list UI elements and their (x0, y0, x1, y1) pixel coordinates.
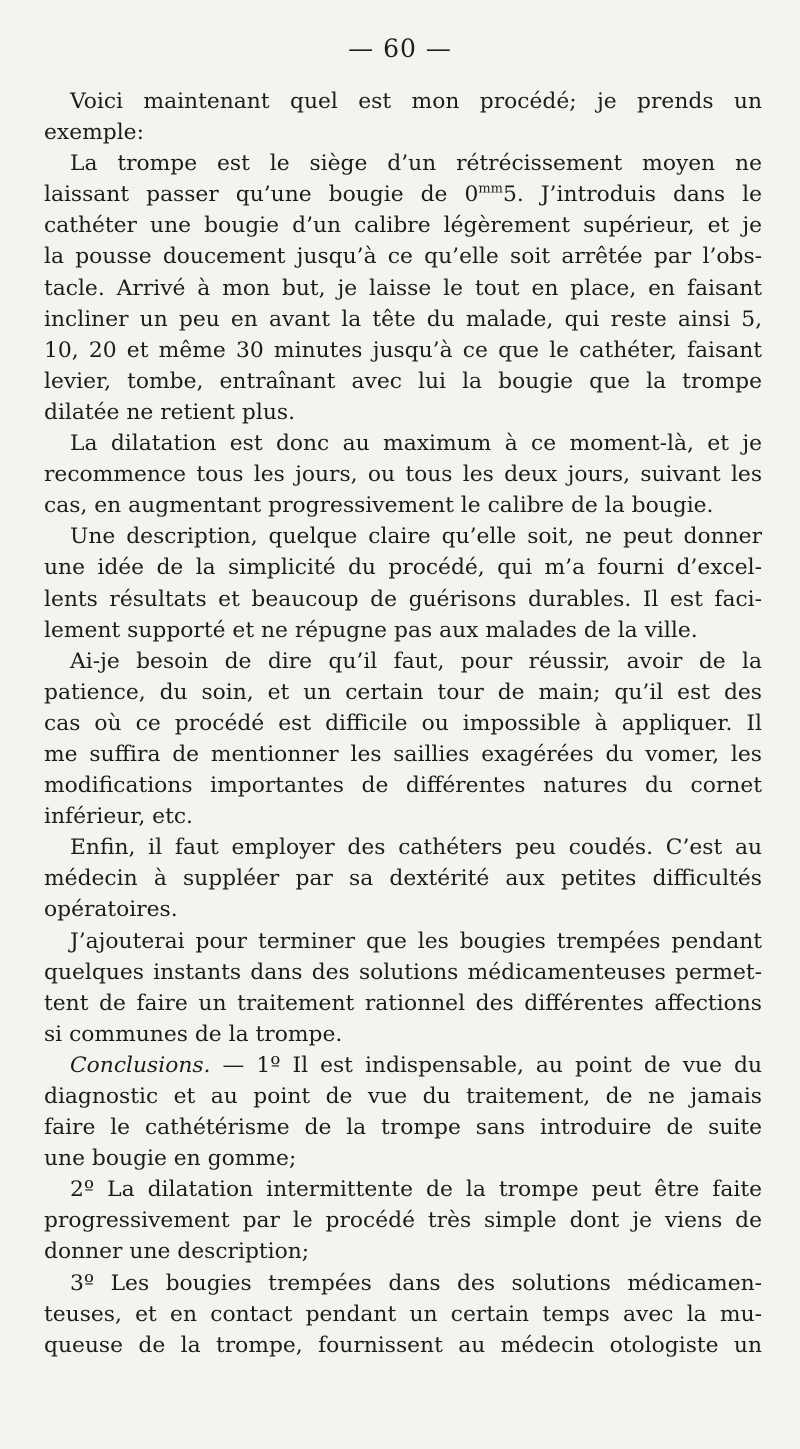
text-line: médecin à suppléer par sa dextérité aux petites difficultés (44, 866, 762, 892)
text-line: inférieur, etc. (44, 804, 193, 830)
text-line: une idée de la simplicité du procédé, qui m’a fourni d’excel- (44, 555, 762, 581)
text-line: quelques instants dans des solutions médicamenteuses permet- (44, 959, 762, 985)
text-line: cathéter une bougie d’un calibre légèrement supérieur, et je (44, 213, 762, 239)
text-line-rest: — 1º Il est indispensable, au point de vue du (210, 1052, 762, 1078)
paragraph-conclusion-3 (44, 1268, 762, 1361)
text-line: tacle. Arrivé à mon but, je laisse le tout en place, en faisant (44, 275, 762, 301)
paragraph-4 (44, 521, 762, 645)
text-line: tent de faire un traitement rationnel des différentes affections (44, 990, 762, 1016)
text-line: cas, en augmentant progressivement le calibre de la bougie. (44, 493, 714, 519)
text-line: progressivement par le procédé très simple dont je viens de (44, 1208, 762, 1234)
paragraph-6 (44, 832, 762, 925)
text-line: La dilatation est donc au maximum à ce moment-là, et je (70, 431, 762, 457)
unit-superscript: mm (478, 182, 503, 198)
text-line: diagnostic et au point de vue du traitement, de ne jamais (44, 1084, 762, 1109)
text-line: incliner un peu en avant la tête du malade, qui reste ainsi 5, (44, 306, 762, 332)
text-line: modifications importantes de différentes natures du cornet (44, 773, 762, 799)
paragraph-1 (44, 86, 762, 148)
page-number: — 60 — (348, 34, 452, 63)
text-line: teuses, et en contact pendant un certain temps avec la mu- (44, 1301, 762, 1327)
text-line: me suffira de mentionner les saillies exagérées du vomer, les (44, 741, 762, 767)
text-line: 3º Les bougies trempées dans des solutions médicamen- (70, 1270, 762, 1296)
text-line: lement supporté et ne répugne pas aux malades de la ville. (44, 617, 698, 643)
text-line: si communes de la trompe. (44, 1021, 343, 1047)
text-line: Enfin, il faut employer des cathéters peu coudés. C’est au (70, 835, 762, 861)
text-line: Voici maintenant quel est mon procédé; je prends un (70, 89, 762, 114)
text-line: opératoires. (44, 897, 178, 923)
text-line: 10, 20 et même 30 minutes jusqu’à ce que le cathéter, faisant (44, 337, 762, 363)
text-line: levier, tombe, entraînant avec lui la bougie que la trompe (44, 368, 762, 394)
paragraph-3 (44, 428, 762, 521)
text-line (44, 1050, 762, 1081)
text-line: lents résultats et beaucoup de guérisons durables. Il est faci- (44, 586, 762, 612)
text-line: faire le cathétérisme de la trompe sans introduire de suite (44, 1115, 762, 1141)
text-line: la pousse doucement jusqu’à ce qu’elle soit arrêtée par l’obs- (44, 244, 762, 270)
text-line: queuse de la trompe, fournissent au médecin otologiste un (44, 1332, 762, 1358)
text-line: donner une description; (44, 1239, 310, 1265)
text-line: patience, du soin, et un certain tour de main; qu’il est des (44, 679, 762, 705)
paragraph-5 (44, 646, 762, 833)
text-line: une bougie en gomme; (44, 1146, 297, 1172)
paragraph-conclusions (44, 1050, 762, 1174)
paragraph-7 (44, 926, 762, 1050)
text-line: Une description, quelque claire qu’elle soit, ne peut donner (70, 524, 762, 550)
text-line: exemple: (44, 120, 144, 146)
body-text (44, 86, 762, 1361)
text-line: 2º La dilatation intermittente de la trompe peut être faite (70, 1177, 762, 1203)
paragraph-conclusion-2 (44, 1174, 762, 1267)
text-line: recommence tous les jours, ou tous les deux jours, suivant les (44, 462, 762, 488)
text-line: J’ajouterai pour terminer que les bougies trempées pendant (70, 928, 762, 954)
paragraph-2 (44, 148, 762, 428)
text-line: dilatée ne retient plus. (44, 399, 295, 425)
text-line: laissant passer qu’une bougie de $0^{mm}5$. J’introduis dans le (44, 182, 762, 208)
text-line: La trompe est le siège d’un rétrécissement moyen ne (70, 151, 762, 177)
conclusions-heading: Conclusions. (70, 1052, 211, 1078)
text-line: Ai-je besoin de dire qu’il faut, pour réussir, avoir de la (70, 648, 762, 674)
text-line: cas où ce procédé est difficile ou impossible à appliquer. Il (44, 710, 762, 736)
